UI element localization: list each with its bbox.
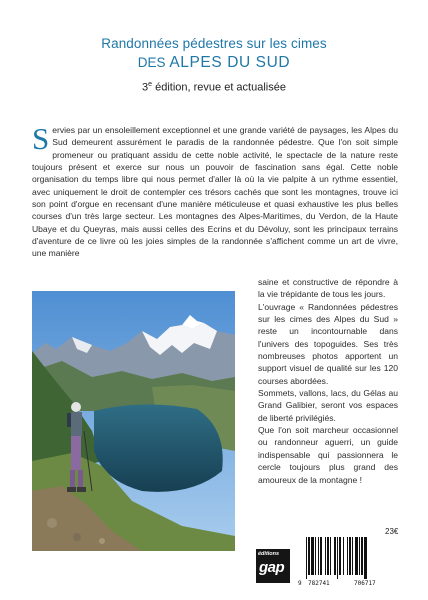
edition-number: 3 — [142, 81, 149, 94]
publisher-name-line1: éditions — [258, 551, 280, 557]
isbn-group2: 706717 — [354, 580, 376, 587]
editions-gap-logo-icon — [256, 549, 290, 583]
edition-suffix: e — [148, 81, 153, 88]
side-paragraph: L'ouvrage « Randonnées pédestres sur les cimes des Alpes du Sud » reste un incontournable dans l'univers des topoguides. Ses très nombreuses photos apportent un support visuel de qualité sur les 120 courses abordées. — [258, 301, 398, 386]
side-paragraph: saine et constructive de répondre à la vie trépidante de tous les jours. — [258, 277, 398, 300]
publisher-name-line2: gap — [259, 559, 285, 576]
edition-line — [0, 81, 428, 94]
edition-text: édition, revue et actualisée — [152, 81, 286, 94]
barcode-icon — [298, 537, 398, 583]
description-text — [32, 121, 398, 260]
main-paragraph: ervies par un ensoleillement exceptionnel et une grande variété de paysages, les Alpes du Sud demeurent assurément le paradis de la randonnée pédestre. Que l'on soit simple promeneur ou pratiquant assidu de cette noble activité, le spectacle de la nature reste toujours présent et exerce sur nous un pouvoir de fascination sans égal. Cette noble organisation du temps libre qui nous permet d'aller là où la vie palpite à un rythme essentiel, avec uniquement le droit de contempler ces trésors cachés que sont les montagnes, trouve ici son point d'orgue en recensant d'une manière méticuleuse et quasi exhaustive les plus belles courses d'un très large secteur. Les montagnes des Alpes-Maritimes, du Verdon, de la Haute Ubaye et du Queyras, mais aussi celles des Ecrins et du Dévoluy, sont les principaux terrains d'aventure de ce livre où les joies simples de la randonnée s'affichent comme un art de vivre, une manière — [32, 125, 398, 259]
isbn-group1: 782741 — [308, 580, 330, 587]
title-main: ALPES DU SUD — [169, 54, 291, 71]
drop-cap: S — [32, 121, 50, 156]
side-text-column — [258, 276, 398, 486]
isbn-first-digit: 9 — [298, 580, 302, 587]
mountain-lake-photo — [32, 291, 235, 551]
title-block — [0, 36, 428, 94]
book-title-line1: Randonnées pédestres sur les cimes — [101, 36, 327, 51]
title-prefix: DES — [137, 55, 166, 70]
price-label: 23€ — [385, 527, 399, 536]
book-title-line2 — [0, 54, 428, 72]
side-paragraph: Sommets, vallons, lacs, du Gélas au Grand Galibier, seront vos espaces de liberté privilégiés. — [258, 388, 398, 423]
side-paragraph: Que l'on soit marcheur occasionnel ou randonneur aguerri, un guide indispensable qui passionnera le cercle toujours plus grand des amoureux de la montagne ! — [258, 425, 398, 485]
